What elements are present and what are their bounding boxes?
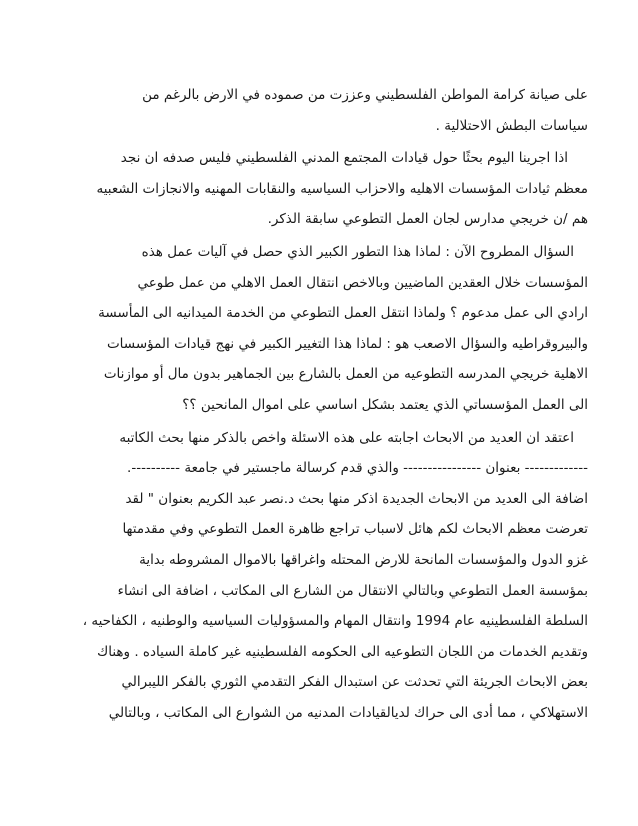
text-line: معظم ثيادات المؤسسات الاهليه والاحزاب السياسيه والنقابات المهنيه والانجازات الشعبيه [96, 180, 588, 197]
paragraph-1 [70, 80, 588, 141]
paragraph-2 [70, 143, 588, 235]
text-line: الى العمل المؤسساتي الذي يعتمد بشكل اساسي على اموال المانحين ؟؟ [182, 396, 588, 413]
text-line: الاستهلاكي ، مما أدى الى حراك لديالقيادات المدنيه من الشوارع الى المكاتب ، وبالتالي [108, 704, 588, 721]
text-line: ------------- بعنوان ---------------- والذي قدم كرسالة ماجستير في جامعة ----------. [127, 460, 588, 477]
text-line: وتقديم الخدمات من اللجان التطوعيه الى الحكومه الفلسطينيه غير كاملة السياده . وهناك [97, 643, 588, 660]
paragraph-3 [70, 237, 588, 421]
text-line: بعض الابحاث الجريئة التي تحدثت عن استبدال الفكر التقدمي الثوري بالفكر الليبرالي [121, 674, 588, 691]
text-line: غزو الدول والمؤسسات المانحة للارض المحتله واغراقها بالاموال المشروطه بداية [139, 551, 588, 568]
text-line: على صيانة كرامة المواطن الفلسطيني وعززت من صموده في الارض بالرغم من [142, 87, 588, 103]
text-line: والبيروقراطيه والسؤال الاصعب هو : لماذا هذا التغيير الكبير في نهج قيادات المؤسسات [106, 335, 588, 352]
text-line: الاهلية خريجي المدرسه التطوعيه من العمل بالشارع بين الجماهير بدون مال أو موازنات [103, 366, 588, 383]
text-line: سياسات البطش الاحتلالية . [435, 117, 588, 134]
text-line: اضافة الى العديد من الابحاث الجديدة اذكر منها بحث د.نصر عبد الكريم بعنوان " لقد [125, 490, 588, 507]
text-line: السلطة الفلسطينيه عام 1994 وانتقال المهام والمسؤوليات السياسيه والوطنيه ، الكفاحيه ، [82, 613, 588, 630]
text-line: المؤسسات خلال العقدين الماضيين وبالاخص انتقال العمل الاهلي من عمل طوعي [137, 274, 588, 291]
text-line: تعرضت معظم الابحاث لكم هائل لاسباب تراجع ظاهرة العمل التطوعي وفي مقدمتها [122, 521, 588, 538]
text-line: السؤال المطروح الآن : لماذا هذا التطور الكبير الذي حصل في آليات عمل هذه [141, 243, 574, 260]
text-line: اعتقد ان العديد من الابحاث اجابته على هذه الاسئلة واخص بالذكر منها بحث الكاتبه [119, 429, 574, 446]
paragraph-4 [70, 423, 588, 729]
text-line: هم /ن خريجي مدارس لجان العمل التطوعي سابقة الذكر. [267, 211, 588, 228]
document-body [70, 80, 588, 728]
text-line: ارادي الى عمل مدعوم ؟ ولماذا انتقل العمل التطوعي من الخدمة الميدانيه الى المأسسة [98, 305, 588, 322]
text-line: اذا اجرينا اليوم بحثًا حول قيادات المجتمع المدني الفلسطيني فليس صدفه ان نجد [120, 150, 568, 167]
text-line: بمؤسسة العمل التطوعي وبالتالي الانتقال من الشارع الى المكاتب ، اضافة الى انشاء [117, 582, 588, 599]
